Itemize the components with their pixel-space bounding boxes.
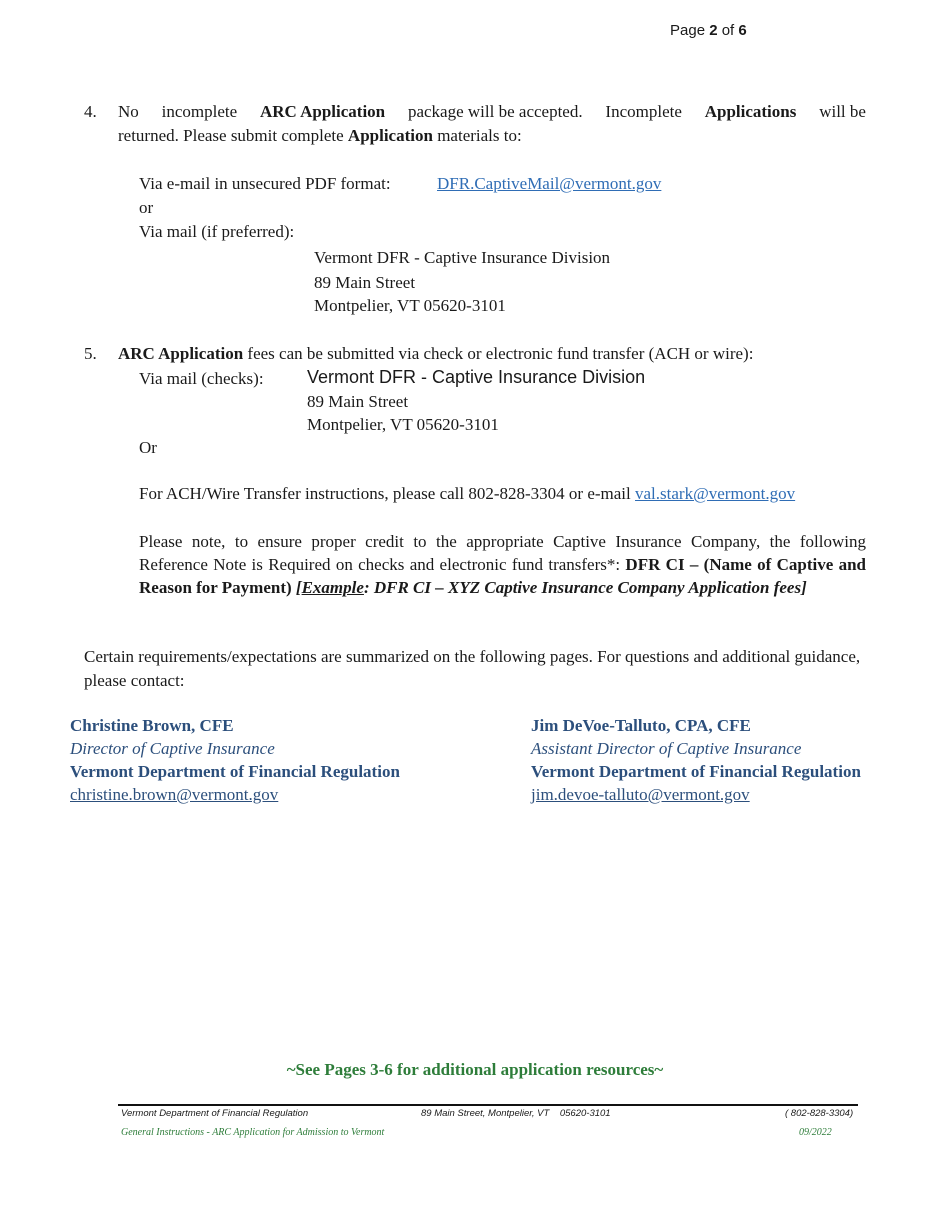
mail-label: Via mail (if preferred): xyxy=(139,222,295,241)
item-5-number: 5. xyxy=(84,344,97,363)
footer-phone: ( 802-828-3304) xyxy=(785,1108,854,1119)
checks-address-line-3: Montpelier, VT 05620-3101 xyxy=(307,415,499,434)
item-5-line-1: ARC Application fees can be submitted via check or electronic fund transfer (ACH or wire): xyxy=(118,344,754,363)
summary-paragraph: Certain requirements/expectations are summarized on the following pages. For questions and additional guidance, please contact: xyxy=(84,647,861,690)
contact-email-link[interactable]: jim.devoe-talluto@vermont.gov xyxy=(531,785,750,804)
address-line-1: Vermont DFR - Captive Insurance Division xyxy=(314,248,611,267)
checks-address-line-2: 89 Main Street xyxy=(307,392,409,411)
page-number: Page 2 of 6 xyxy=(670,22,747,39)
contact-name: Christine Brown, CFE xyxy=(70,716,234,735)
contact-jim-devoe-talluto xyxy=(531,714,861,806)
item-4-line-1: No incomplete ARC Application package will be accepted. Incomplete Applications will be xyxy=(118,102,866,121)
contact-email-link[interactable]: christine.brown@vermont.gov xyxy=(70,785,279,804)
footer-doc-title: General Instructions - ARC Application for Admission to Vermont xyxy=(121,1127,385,1138)
contact-title: Assistant Director of Captive Insurance xyxy=(531,739,802,758)
checks-address-line-1: Vermont DFR - Captive Insurance Division xyxy=(307,367,646,387)
see-pages-note: ~See Pages 3-6 for additional application resources~ xyxy=(286,1060,664,1079)
val-stark-email-link[interactable]: val.stark@vermont.gov xyxy=(635,484,796,503)
or-text-2: Or xyxy=(139,438,157,457)
email-label: Via e-mail in unsecured PDF format: xyxy=(139,174,391,193)
footer-date: 09/2022 xyxy=(799,1127,832,1138)
footer-divider xyxy=(118,1104,858,1106)
footer-address: 89 Main Street, Montpelier, VT 05620-3101 xyxy=(421,1108,611,1119)
footer-org: Vermont Department of Financial Regulation xyxy=(121,1108,309,1119)
captive-mail-link[interactable]: DFR.CaptiveMail@vermont.gov xyxy=(437,174,662,193)
item-4-line-2: returned. Please submit complete Application materials to: xyxy=(118,126,522,145)
contact-christine-brown xyxy=(70,714,400,806)
contact-title: Director of Captive Insurance xyxy=(70,739,275,758)
or-text: or xyxy=(139,198,154,217)
checks-label: Via mail (checks): xyxy=(139,369,264,388)
ach-instructions: For ACH/Wire Transfer instructions, please call 802-828-3304 or e-mail val.stark@vermont.gov xyxy=(139,484,796,503)
address-line-3: Montpelier, VT 05620-3101 xyxy=(314,296,506,315)
address-line-2: 89 Main Street xyxy=(314,273,416,292)
item-4-number: 4. xyxy=(84,102,97,121)
reference-note: Please note, to ensure proper credit to the appropriate Captive Insurance Company, the following Reference Note is Required on checks and electronic fund transfers*: DFR CI – (Name of Captive and Reason for Payment) [Example: DFR CI – XYZ Captive Insurance Company Application fees] xyxy=(139,532,866,597)
contact-name: Jim DeVoe-Talluto, CPA, CFE xyxy=(531,716,751,735)
contact-org: Vermont Department of Financial Regulation xyxy=(70,762,400,781)
contact-org: Vermont Department of Financial Regulation xyxy=(531,762,861,781)
